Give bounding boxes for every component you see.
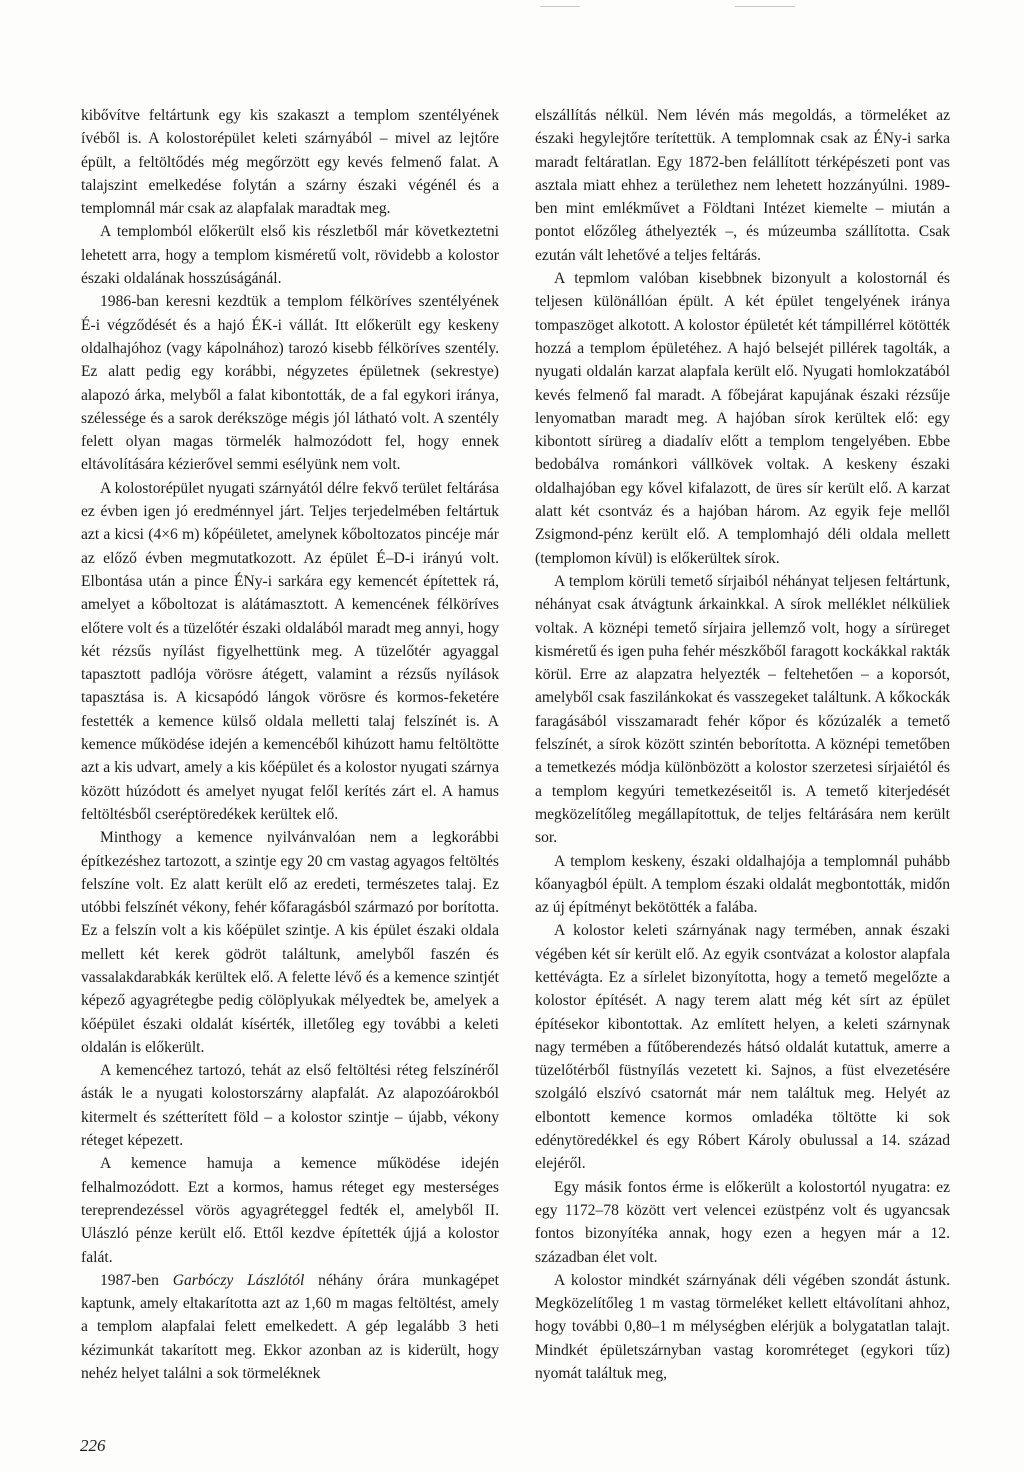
page-number: 226 — [80, 1436, 106, 1455]
paragraph: 1986-ban keresni kezdtük a templom félköríves szentélyének É-i végződését és a hajó ÉK-i vállát. Itt előkerült egy keskeny oldalhajóhoz (vagy kápolnához) tarozó kisebb félköríves szentély. Ez alatt pedig egy korábbi, négyzetes épületnek (sekrestye) alapozó árka, melyből a falat kibontották, de a fal egykori iránya, szélessége és a sarok derékszöge mégis jól látható volt. A szentély felett olyan magas törmelék halmozódott fel, hogy ennek eltávolítására kézierővel semmi esélyünk nem volt. — [81, 293, 499, 474]
paragraph-lead: 1987-ben — [100, 1271, 173, 1289]
paragraph: A templomból előkerült első kis részletből már következtetni lehetett arra, hogy a templom kisméretű volt, rövidebb a kolostor északi oldalának hosszúságánál. — [81, 223, 499, 288]
paragraph: A templom keskeny, északi oldalhajója a templomnál puhább kőanyagból épült. A templom északi oldalát megbontották, midőn az új építményt bekötötték a falába. — [535, 852, 950, 917]
paragraph: A kolostorépület nyugati szárnyától délre fekvő terület feltárása ez évben igen jó eredménnyel járt. Teljes terjedelmében feltártuk azt a kicsi (4×6 m) kőpéületet, amelynek kőboltozatos pincéje már az előző évben megmutatkozott. Az épület É–D-i irányú volt. Elbontása után a pince ÉNy-i sarkára egy kemencét építettek rá, amelyet a kőboltozat is alátámasztott. A kemencének félköríves előtere volt és a tüzelőtér északi oldalából maradt meg annyi, hogy két rézsűs nyílást figyelhettünk meg. A tüzelőtér agyaggal tapasztott padlója vörösre átégett, valamint a rézsűs nyílások tapasztása is. A kicsapódó lángok vörösre és kormos-feketére festették a kemence külső oldala melletti talaj felszínét is. A kemence működése idején a kemencéből kihúzott hamu feltöltötte azt a kis udvart, amely a kis kőépület és a kolostor nyugati szárnya között húzódott és amelyet nyugat felől kerítés zárt el. A hamus feltöltésből cseréptöredékek kerültek elő. — [81, 479, 499, 823]
scan-edge-mark — [540, 6, 580, 7]
paragraph: Minthogy a kemence nyilvánvalóan nem a legkorábbi építkezéshez tartozott, a szintje egy 20 cm vastag agyagos feltöltés felszíne volt. Ez alatt került elő az eredeti, természetes talaj. Ez utóbbi felszínét vékony, fehér kőfaragásból származó por borította. Ez a felszín volt a kis kőépület szintje. A kis épület északi oldala mellett két kerek gödröt találtunk, amelyből faszén és vassalakdarabkák kerültek elő. A felette lévő és a kemence szintjét képező agyagrétegbe pedig cölöplyukak mélyedtek be, amelyek a kőépület északi oldalát kísérték, illetőleg egy további a keleti oldalán is előkerült. — [81, 829, 499, 1056]
right-text-column — [535, 104, 950, 1385]
paragraph: A kemencéhez tartozó, tehát az első feltöltési réteg felszínéről ásták le a nyugati kolostorszárny alapfalát. Az alapozóárokból kitermelt és szétterített föld – a kolostor szintje – újabb, vékony réteget képezett. — [81, 1062, 499, 1150]
paragraph — [81, 1269, 499, 1385]
paragraph-rest: néhány órára munkagépet kaptunk, amely eltakarította azt az 1,60 m magas feltöltést, amely a templom alapfalai felett emelkedett. A gép legalább 3 heti kézimunkát takarított meg. Ekkor azonban az is kiderült, hogy nehéz helyet találni a sok törmeléknek — [81, 1271, 500, 1383]
paragraph: kibővítve feltártunk egy kis szakaszt a templom szentélyének ívéből is. A kolostorépület keleti szárnyából – mivel az lejtőre épült, a feltöltődés még megőrzött egy kevés felmenő falat. A talajszint emelkedése folytán a szárny északi végénél és a templomnál már csak az alapfalak maradtak meg. — [81, 107, 499, 218]
person-name: Garbóczy Lászlótól — [172, 1271, 305, 1289]
paragraph: A kolostor mindkét szárnyának déli végében szondát ástunk. Megközelítőleg 1 m vastag törmeléket kellett eltávolítani ahhoz, hogy további 0,80–1 m mélységben elérjük a bolygatatlan talajt. Mindkét épületszárnyban vastag koromréteget (egykori tűz) nyomát találtuk meg, — [535, 1271, 950, 1383]
paragraph: A kemence hamuja a kemence működése idején felhalmozódott. Ezt a kormos, hamus réteget egy mesterséges tereprendezéssel vörös agyagréteggel fedték el, amelyből II. Ulászló pénze került elő. Ettől kezdve építették újjá a kolostor falát. — [81, 1155, 499, 1266]
paragraph: elszállítás nélkül. Nem lévén más megoldás, a törmeléket az északi hegylejtőre terítettük. A templomnak csak az ÉNy-i sarka maradt feltáratlan. Egy 1872-ben felállított térképészeti pont vas asztala miatt ehhez a területhez nem lehetett hozzányúlni. 1989-ben mint emlékművet a Földtani Intézet kiemelte – miután a pontot előzőleg áthelyezték –, és múzeumba szállította. Csak ezután vált lehetővé a teljes feltárás. — [535, 107, 950, 264]
paragraph: A templom körüli temető sírjaiból néhányat teljesen feltártunk, néhányat csak átvágtunk árkainkkal. A sírok melléklet nélküliek voltak. A köznépi temető sírjaira jellemző volt, hogy a sírüreget kisméretű és igen puha fehér mészkőből faragott kockákkal rakták körül. Erre az alapzatra helyezték – feltehetően – a koporsót, amelyből csak faszilánkokat és vasszegeket találtunk. A kőkockák faragásából visszamaradt fehér kőpor és kőzúzalék a temető felszínét, a sírok között szintén beborította. A köznépi temetőben a temetkezés módja különbözött a kolostor szerzetesi sírjaiétól és a templom kegyúri temetkezéseitől is. A temető kiterjedését megközelítőleg megállapítottuk, de teljes feltárására nem került sor. — [535, 572, 950, 847]
scan-edge-mark — [735, 6, 795, 7]
left-text-column — [81, 104, 499, 1385]
paragraph: A kolostor keleti szárnyának nagy termében, annak északi végében két sír került elő. Az egyik csontvázat a kolostor alapfala kettévágta. Ez a sírlelet bizonyította, hogy a temető megelőzte a kolostor építését. A nagy terem alatt még két sírt az épület építésekor kibontottak. Az említett helyen, a keleti szárnynak nagy termében a fűtőberendezés hátsó oldalát kutattuk, amerre a tüzelőtérből füstnyílás vezetett ki. Sajnos, a füst elvezetésére szolgáló elszívó csatornát már nem találtuk meg. Helyét az elbontott kemence kormos omladéka töltötte ki sok edénytöredékkel és egy Róbert Károly obulussal a 14. század elejéről. — [535, 922, 950, 1173]
paragraph: A tepmlom valóban kisebbnek bizonyult a kolostornál és teljesen különállóan épült. A két épület tengelyének iránya tompaszöget alkotott. A kolostor épületét két támpillérrel kötötték hozzá a templom épületéhez. A hajó belsejét pillérek tagolták, a nyugati oldalán karzat alapfala került elő. Nyugati homlokzatából kevés felmenő fal maradt. A főbejárat kapujának északi rézsűje lenyomatban maradt meg. A hajóban sírok kerültek elő: egy kibontott sírüreg a diadalív előtt a templom tengelyében. Ebbe bedobálva románkori vállkövek voltak. A keskeny északi oldalhajóban egy kővel kifalazott, de üres sír került elő. A karzat alatt két csontváz és a hajóban három. Az egyik feje mellől Zsigmond-pénz került elő. A templomhajó déli oldala mellett (templomon kívül) is előkerültek sírok. — [535, 270, 950, 567]
paragraph: Egy másik fontos érme is előkerült a kolostortól nyugatra: ez egy 1172–78 között vert velencei ezüstpénz volt és ugyancsak fontos bizonyítéka annak, hogy ezen a hegyen már a 12. században élet volt. — [535, 1178, 950, 1266]
